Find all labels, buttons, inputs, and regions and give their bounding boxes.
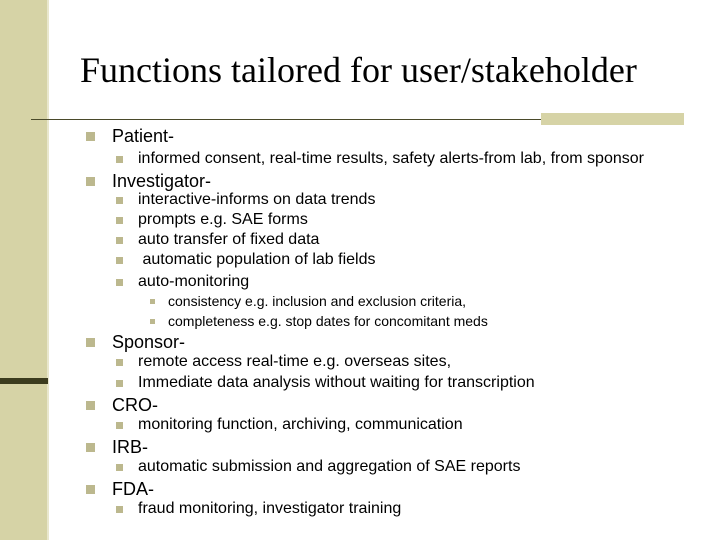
square-bullet-icon [116, 279, 123, 286]
item-text: auto-monitoring [138, 273, 250, 290]
list-item [116, 190, 375, 210]
item-text: interactive-informs on data trends [138, 191, 376, 208]
item-text: Immediate data analysis without waiting for transcription [138, 374, 535, 391]
square-bullet-icon [150, 319, 155, 324]
square-bullet-icon [86, 401, 95, 410]
item-text: auto transfer of fixed data [138, 231, 320, 248]
list-item [116, 272, 249, 292]
subitem-text: consistency e.g. inclusion and exclusion criteria, [168, 293, 467, 309]
square-bullet-icon [86, 485, 95, 494]
square-bullet-icon [116, 237, 123, 244]
square-bullet-icon [116, 156, 123, 163]
list-item [116, 415, 463, 435]
square-bullet-icon [86, 177, 95, 186]
list-item [86, 435, 148, 459]
list-item [116, 499, 401, 519]
square-bullet-icon [150, 299, 155, 304]
square-bullet-icon [86, 443, 95, 452]
list-item [116, 210, 308, 230]
square-bullet-icon [86, 338, 95, 347]
item-text: monitoring function, archiving, communication [138, 416, 463, 433]
list-item [116, 373, 535, 393]
square-bullet-icon [116, 197, 123, 204]
square-bullet-icon [116, 257, 123, 264]
section-label: Investigator- [112, 170, 212, 191]
item-text: prompts e.g. SAE forms [138, 211, 308, 228]
item-text: remote access real-time e.g. overseas sites, [138, 353, 452, 370]
section-label: IRB- [112, 436, 148, 457]
section-label: FDA- [112, 478, 154, 499]
section-label: Sponsor- [112, 331, 186, 352]
section-label: Patient- [112, 125, 175, 146]
list-item [116, 352, 451, 372]
list-item [86, 124, 174, 148]
square-bullet-icon [116, 380, 123, 387]
list-item [150, 312, 488, 330]
square-bullet-icon [86, 132, 95, 141]
list-item [116, 250, 375, 270]
item-text: automatic population of lab fields [138, 251, 376, 268]
list-item [150, 292, 466, 310]
list-item [86, 477, 154, 501]
list-item [116, 230, 319, 250]
square-bullet-icon [116, 217, 123, 224]
square-bullet-icon [116, 422, 123, 429]
item-text: automatic submission and aggregation of SAE reports [138, 458, 521, 475]
subitem-text: completeness e.g. stop dates for concomitant meds [168, 313, 488, 329]
square-bullet-icon [116, 506, 123, 513]
item-text: fraud monitoring, investigator training [138, 500, 402, 517]
slide-title: Functions tailored for user/stakeholder [80, 50, 637, 90]
item-text: informed consent, real-time results, safety alerts-from lab, from sponsor [138, 150, 644, 167]
square-bullet-icon [116, 464, 123, 471]
list-item [116, 457, 520, 477]
list-item [86, 393, 158, 417]
square-bullet-icon [116, 359, 123, 366]
list-item [116, 149, 644, 169]
list-item [86, 330, 185, 354]
section-label: CRO- [112, 394, 158, 415]
